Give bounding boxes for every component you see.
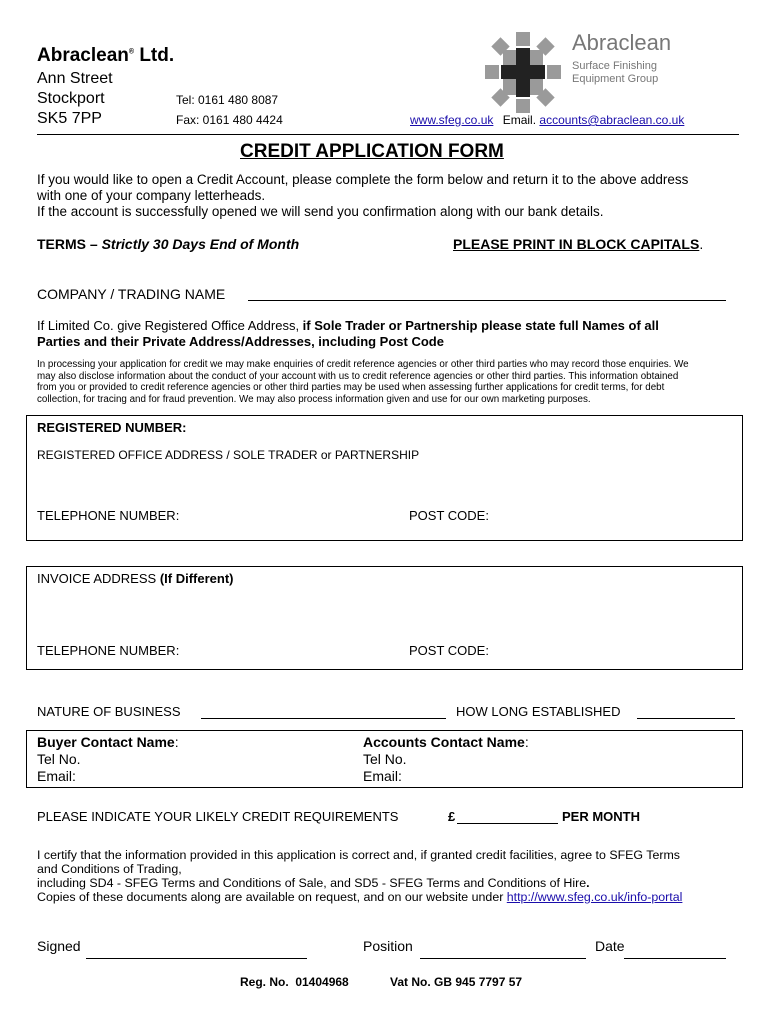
print-note: PLEASE PRINT IN BLOCK CAPITALS. <box>453 236 704 252</box>
reg-no: Reg. No. 01404968 <box>240 975 349 989</box>
address-line-2: Stockport <box>37 90 105 107</box>
website-link[interactable]: www.sfeg.co.uk <box>410 113 494 127</box>
invoice-address-label: INVOICE ADDRESS (If Different) <box>37 571 234 586</box>
limited-co-line-2: Parties and their Private Address/Addresses, including Post Code <box>37 334 444 349</box>
logo-brand: Abraclean <box>572 30 672 55</box>
logo-tagline-1: Surface Finishing <box>572 60 657 72</box>
tel-number: Tel: 0161 480 8087 <box>176 93 279 107</box>
credit-amount-field[interactable] <box>457 823 558 824</box>
info-portal-link[interactable]: http://www.sfeg.co.uk/info-portal <box>506 890 683 904</box>
fax-number: Fax: 0161 480 4424 <box>176 113 283 127</box>
invoice-telephone-label: TELEPHONE NUMBER: <box>37 643 180 658</box>
nature-of-business-label: NATURE OF BUSINESS <box>37 704 181 719</box>
how-long-label: HOW LONG ESTABLISHED <box>456 704 621 719</box>
vat-no: Vat No. GB 945 7797 57 <box>390 975 523 989</box>
per-month-label: PER MONTH <box>562 809 640 824</box>
company-label: COMPANY / TRADING NAME <box>37 286 226 302</box>
email-link[interactable]: accounts@abraclean.co.uk <box>539 113 685 127</box>
address-line-1: Ann Street <box>37 70 113 87</box>
contact-links <box>410 113 684 127</box>
date-label: Date <box>595 938 625 954</box>
buyer-email-label: Email: <box>37 768 76 784</box>
certify-line-3: including SD4 - SFEG Terms and Conditions of Sale, and SD5 - SFEG Terms and Conditions of Hire. <box>37 876 590 890</box>
signed-field[interactable] <box>86 958 307 959</box>
invoice-post-code-label: POST CODE: <box>409 643 489 658</box>
company-trading-name-row <box>37 286 225 302</box>
certify-line-1: I certify that the information provided in this application is correct and, if granted credit facilities, agree to SFEG Terms <box>37 848 681 862</box>
company-name: Abraclean® Ltd. <box>37 45 175 66</box>
address-line-3: SK5 7PP <box>37 110 102 127</box>
terms: TERMS – Strictly 30 Days End of Month <box>37 236 300 252</box>
certify-line-4: Copies of these documents along are available on request, and on our website under http://www.sfeg.co.uk/info-portal <box>37 890 683 904</box>
pound-sign: £ <box>448 809 456 824</box>
how-long-field[interactable] <box>637 718 735 719</box>
intro-line-2: with one of your company letterheads. <box>37 188 266 203</box>
accounts-tel-label: Tel No. <box>363 751 407 767</box>
registered-number-label: REGISTERED NUMBER: <box>37 420 187 435</box>
buyer-contact-label: Buyer Contact Name: <box>37 734 179 750</box>
certify-line-2: and Conditions of Trading, <box>37 862 182 876</box>
logo-tagline-2: Equipment Group <box>572 73 659 85</box>
header-divider <box>37 134 739 135</box>
form-title: CREDIT APPLICATION FORM <box>240 141 504 162</box>
intro-line-3: If the account is successfully opened we will send you confirmation along with our bank details. <box>37 204 604 219</box>
reg-telephone-label: TELEPHONE NUMBER: <box>37 508 180 523</box>
disclaimer: In processing your application for credit we may make enquiries of credit reference agencies or other third parties who may record those enquiries. We may also disclose information about the conduct of your account with us to credit reference agencies or other third parties. This information obtained from you or provided to credit reference agencies or other third parties may be used when assessing further applications for credit terms, for debt collection, for tracing and for fraud prevention. We may also process information given and use for our own marketing purposes. <box>37 359 689 405</box>
position-field[interactable] <box>420 958 586 959</box>
accounts-email-label: Email: <box>363 768 402 784</box>
nature-of-business-field[interactable] <box>201 718 446 719</box>
signed-label: Signed <box>37 938 81 954</box>
position-label: Position <box>363 938 413 954</box>
abraclean-logo-icon <box>483 30 563 115</box>
email-label: Email. <box>502 113 537 127</box>
registered-office-label: REGISTERED OFFICE ADDRESS / SOLE TRADER or PARTNERSHIP <box>37 448 420 462</box>
buyer-tel-label: Tel No. <box>37 751 81 767</box>
limited-co-line-1: If Limited Co. give Registered Office Address, if Sole Trader or Partnership please state full Names of all <box>37 318 659 333</box>
credit-requirements-label: PLEASE INDICATE YOUR LIKELY CREDIT REQUIREMENTS <box>37 809 399 824</box>
intro-line-1: If you would like to open a Credit Account, please complete the form below and return it to the above address <box>37 172 689 187</box>
company-trading-name-field[interactable] <box>248 300 726 301</box>
reg-post-code-label: POST CODE: <box>409 508 489 523</box>
accounts-contact-label: Accounts Contact Name: <box>363 734 529 750</box>
date-field[interactable] <box>624 958 726 959</box>
